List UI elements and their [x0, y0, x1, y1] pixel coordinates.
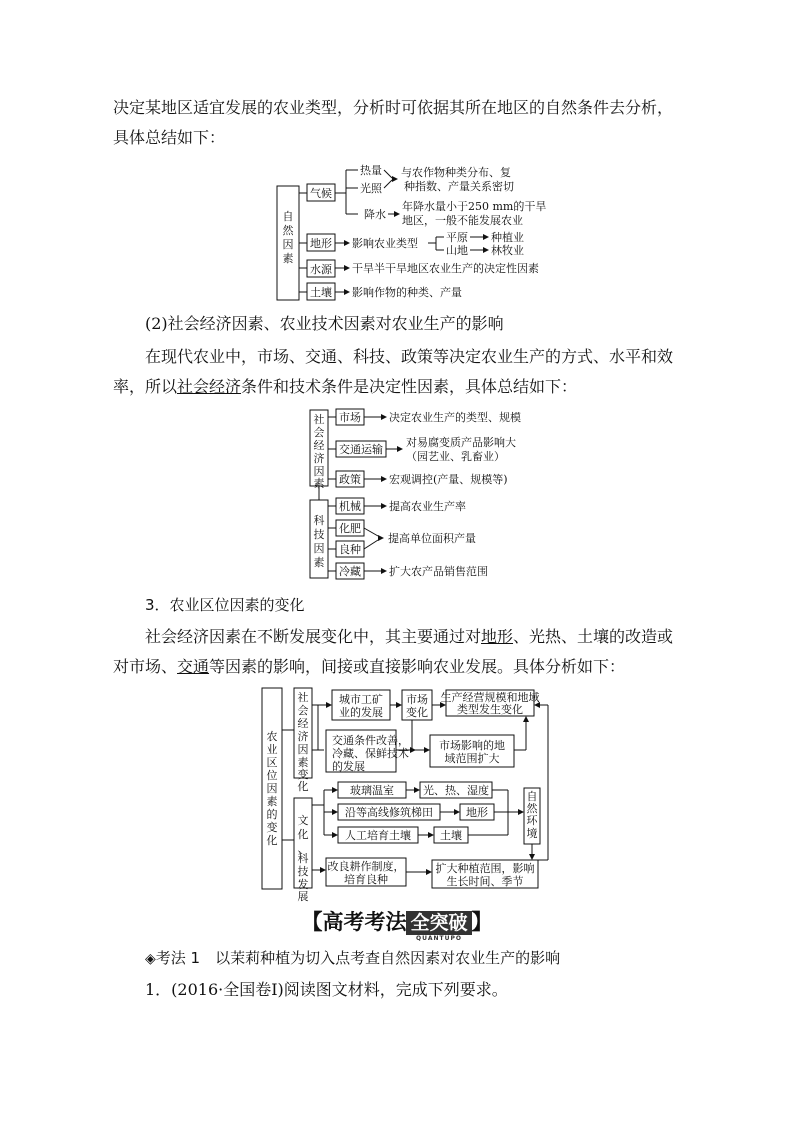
d1-mountain-result: 林牧业	[491, 244, 524, 257]
d2-cold-note: 扩大农产品销售范围	[389, 565, 488, 578]
svg-text:技: 技	[313, 528, 325, 541]
svg-text:文: 文	[297, 814, 309, 827]
d2-fertilizer: 化肥	[339, 522, 361, 535]
svg-text:化: 化	[266, 834, 278, 847]
d2-seed: 良种	[339, 543, 361, 556]
d3-expand2: 生长时间、季节	[446, 875, 524, 888]
section-banner	[0, 906, 794, 942]
svg-text:然: 然	[526, 802, 538, 815]
svg-text:化: 化	[297, 780, 309, 793]
d2-policy: 政策	[339, 473, 361, 486]
d3-scale1: 生产经营规模和地域	[440, 691, 540, 704]
d3-range1: 市场影响的地	[439, 739, 505, 752]
svg-text:社: 社	[297, 691, 309, 704]
d1-note2a: 年降水量小于250 mm的干旱	[402, 200, 547, 213]
intro-line-2: 具体总结如下：	[113, 128, 226, 147]
d2-market: 市场	[339, 411, 361, 424]
d1-climate: 气候	[310, 187, 332, 200]
d3-market2: 变化	[406, 706, 428, 719]
d2-transport: 交通运输	[339, 443, 383, 456]
d1-terrain: 地形	[310, 237, 332, 250]
svg-text:变: 变	[297, 768, 309, 781]
banner-badge: 全突破 QUANTUPO	[406, 911, 471, 935]
d2-machine-note: 提高农业生产率	[389, 500, 466, 513]
d3-artsoil: 人工培育土壤	[345, 829, 411, 842]
d1-mountain: 山地	[446, 244, 468, 257]
svg-text:素: 素	[266, 795, 278, 808]
svg-text:会: 会	[297, 704, 309, 717]
svg-text:经: 经	[313, 439, 325, 452]
svg-text:业: 业	[266, 743, 278, 756]
d2-machine: 机械	[339, 500, 361, 513]
d3-range2: 域范围扩大	[444, 752, 500, 765]
svg-text:的: 的	[266, 808, 278, 821]
d1-soil-note: 影响作物的种类、产量	[352, 286, 462, 299]
d1-plain: 平原	[446, 231, 468, 244]
banner-right: 】	[471, 910, 493, 934]
section2-para1: 在现代农业中，市场、交通、科技、政策等决定农业生产的方式、水平和效	[145, 347, 674, 366]
svg-text:经: 经	[297, 717, 309, 730]
d3-industry1: 城市工矿	[339, 693, 383, 706]
d1-root-4: 素	[282, 252, 294, 265]
section3-heading: 3．农业区位因素的变化	[145, 596, 305, 614]
svg-text:变: 变	[266, 821, 278, 834]
d1-soil: 土壤	[310, 286, 332, 299]
d1-note1b: 种指数、产量关系密切	[404, 180, 514, 193]
d3-lightheat: 光、热、湿度	[423, 784, 489, 797]
d1-terrain-note: 影响农业类型	[352, 237, 418, 250]
svg-text:科: 科	[297, 852, 309, 865]
d2-market-note: 决定农业生产的类型、规模	[389, 411, 521, 424]
d3-reform2: 培育良种	[344, 873, 388, 886]
d1-heat: 热量	[360, 164, 382, 177]
water-drop-icon: ◈	[145, 951, 156, 967]
svg-text:区: 区	[266, 756, 278, 769]
d1-note1a: 与农作物种类分布、复	[401, 166, 511, 179]
d3-market1: 市场	[406, 693, 428, 706]
svg-text:、: 、	[297, 842, 309, 855]
d2-transport-note1: 对易腐变质产品影响大	[406, 436, 516, 449]
d3-trans3: 的发展	[332, 760, 365, 773]
svg-text:素: 素	[313, 477, 325, 490]
d2-cold: 冷藏	[339, 565, 361, 578]
svg-text:环: 环	[526, 814, 538, 827]
svg-text:发: 发	[297, 878, 309, 891]
d3-greenhouse: 玻璃温室	[350, 784, 394, 797]
d3-industry2: 业的发展	[339, 706, 383, 719]
svg-text:素: 素	[313, 556, 325, 569]
svg-text:化: 化	[297, 828, 309, 841]
svg-text:因: 因	[313, 465, 325, 478]
d1-note2b: 地区，一般不能发展农业	[402, 214, 523, 227]
section3-para2: 对市场、交通等因素的影响，间接或直接影响农业发展。具体分析如下：	[113, 657, 626, 676]
d1-rain: 降水	[364, 208, 386, 221]
section2-heading: (2)社会经济因素、农业技术因素对农业生产的影响	[145, 314, 504, 333]
d3-terrace: 沿等高线修筑梯田	[345, 806, 433, 819]
banner-left: 【高考考法	[301, 910, 407, 934]
section2-para2: 率，所以社会经济条件和技术条件是决定性因素，具体总结如下：	[113, 377, 578, 396]
d3-soil: 土壤	[440, 829, 462, 842]
d1-water: 水源	[310, 263, 332, 276]
d3-trans2: 冷藏、保鲜技术	[332, 747, 409, 760]
intro-line-1: 决定某地区适宜发展的农业类型，分析时可依据其所在地区的自然条件去分析，	[113, 98, 674, 117]
d2-policy-note: 宏观调控(产量、规模等)	[389, 473, 508, 486]
d1-water-note: 干旱半干旱地区农业生产的决定性因素	[352, 262, 539, 275]
svg-text:因: 因	[313, 542, 325, 555]
svg-text:技: 技	[297, 865, 309, 878]
svg-text:因: 因	[266, 782, 278, 795]
svg-text:因: 因	[297, 743, 309, 756]
d1-light: 光照	[360, 182, 382, 195]
svg-text:会: 会	[313, 426, 325, 439]
svg-text:济: 济	[313, 452, 325, 465]
d3-expand1: 扩大种植范围，影响	[435, 862, 535, 875]
d2-yield-note: 提高单位面积产量	[388, 532, 476, 545]
d3-scale2: 类型发生变化	[457, 703, 523, 716]
d1-root-2: 然	[282, 224, 294, 237]
svg-text:农: 农	[266, 730, 278, 743]
method-line: ◈考法 1 以茉莉种植为切入点考查自然因素对农业生产的影响	[145, 949, 561, 967]
svg-text:位: 位	[266, 769, 278, 782]
svg-text:自: 自	[526, 790, 538, 803]
section3-para1: 社会经济因素在不断发展变化中，其主要通过对地形、光热、土壤的改造或	[145, 627, 674, 646]
d3-terrain: 地形	[466, 806, 488, 819]
question-line: 1．(2016·全国卷Ⅰ)阅读图文材料，完成下列要求。	[145, 980, 508, 999]
d3-trans1: 交通条件改善，	[332, 734, 409, 747]
svg-text:济: 济	[297, 730, 309, 743]
d1-root-3: 因	[282, 238, 294, 251]
d3-reform1: 改良耕作制度，	[327, 860, 405, 873]
svg-text:科: 科	[313, 514, 325, 527]
svg-text:社: 社	[313, 413, 325, 426]
d2-transport-note2: （园艺业、乳畜业）	[406, 450, 505, 463]
svg-text:展: 展	[297, 890, 309, 903]
svg-text:素: 素	[297, 756, 309, 769]
d1-root-1: 自	[282, 210, 294, 223]
d1-plain-result: 种植业	[491, 231, 524, 244]
svg-text:境: 境	[526, 827, 538, 840]
